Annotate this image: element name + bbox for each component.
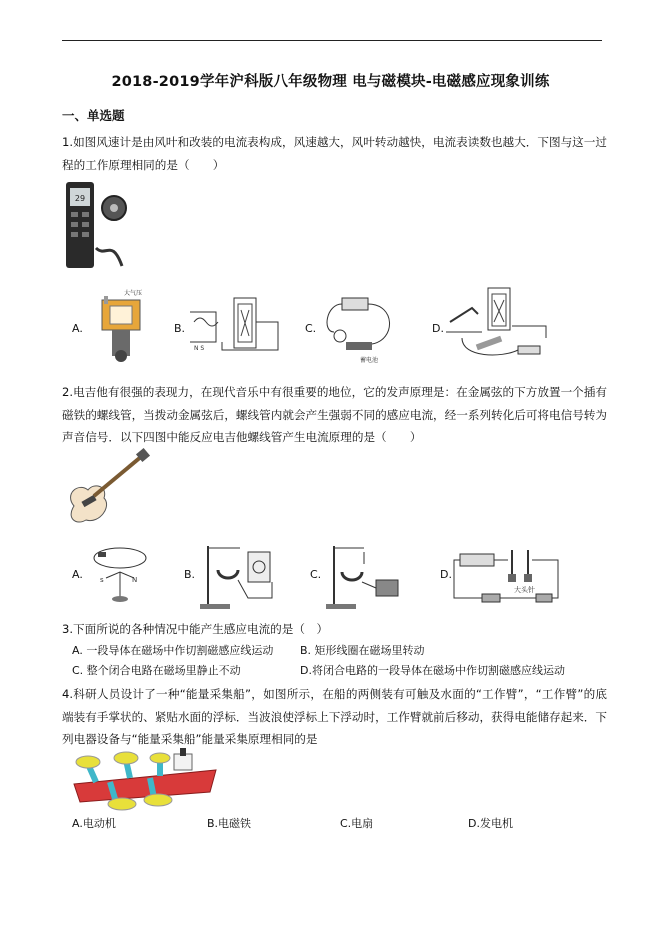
question-4-text: 4.科研人员设计了一种“能量采集船”，如图所示，在船的两侧装有可触及水面的“工作臂”，“工作臂”的底端装有手掌状的、紧贴水面的浮标．当波浪使浮标上下浮动时，工作臂就前后移动，获得电能储存起来．下列电器设备与“能量采集船”能量采集原理相同的是 — [62, 687, 607, 746]
section-heading: 一、单选题 — [62, 108, 125, 123]
anemometer-image — [62, 178, 134, 272]
electric-guitar-image — [64, 448, 154, 528]
q2-option-a-figure — [88, 542, 152, 604]
energy-harvesting-ship-image — [70, 748, 222, 810]
q1-fig-a-caption: 大气压 — [124, 290, 143, 297]
q1-option-c-label[interactable]: C. — [305, 322, 317, 335]
q4-option-b[interactable]: B.电磁铁 — [207, 817, 252, 830]
q3-option-a[interactable]: A. 一段导体在磁场中作切割磁感应线运动 — [72, 644, 274, 657]
svg-text:N: N — [132, 576, 138, 584]
q1-option-a-label[interactable]: A. — [72, 322, 83, 335]
svg-text:s: s — [100, 576, 104, 584]
q2-fig-d-caption: 大头针 — [514, 586, 535, 594]
q4-option-a[interactable]: A.电动机 — [72, 817, 116, 830]
q3-option-b[interactable]: B. 矩形线圈在磁场里转动 — [300, 644, 425, 657]
q2-option-d-figure — [452, 546, 560, 608]
q1-option-c-figure — [316, 292, 402, 364]
question-3-text: 3.下面所说的各种情况中能产生感应电流的是（ ） — [62, 622, 329, 636]
q1-option-d-figure — [442, 282, 550, 364]
q2-option-c-label[interactable]: C. — [310, 568, 322, 581]
q1-option-d-label[interactable]: D. — [432, 322, 444, 335]
question-1-text: 1.如图风速计是由风叶和改装的电流表构成，风速越大，风叶转动越快，电流表读数也越大．下图与这一过程的工作原理相同的是（ ） — [62, 135, 607, 172]
q1-option-a-figure — [82, 286, 154, 364]
q2-option-c-figure — [322, 540, 406, 612]
q3-option-c[interactable]: C. 整个闭合电路在磁场里静止不动 — [72, 664, 241, 677]
q2-option-b-label[interactable]: B. — [184, 568, 196, 581]
q2-option-a-label[interactable]: A. — [72, 568, 83, 581]
page-title: 2018-2019学年沪科版八年级物理 电与磁模块-电磁感应现象训练 — [111, 74, 550, 90]
svg-text:29: 29 — [74, 194, 86, 203]
question-2-text: 2.电吉他有很强的表现力，在现代音乐中有很重要的地位，它的发声原理是：在金属弦的下方放置一个插有磁铁的螺线管，当拨动金属弦后，螺线管内就会产生强弱不同的感应电流，经一系列转化后可将电信号转为声音信号．以下四图中能反应电吉他螺线管产生电流原理的是（ ） — [62, 385, 607, 444]
q1-fig-c-caption: 蓄电池 — [360, 357, 379, 364]
q4-option-c[interactable]: C.电扇 — [340, 817, 374, 830]
q2-option-b-figure — [196, 540, 284, 612]
q2-option-d-label[interactable]: D. — [440, 568, 452, 581]
q4-option-d[interactable]: D.发电机 — [468, 817, 513, 830]
svg-text:N S: N S — [194, 345, 205, 352]
q1-option-b-label[interactable]: B. — [174, 322, 186, 335]
q1-option-b-figure — [186, 292, 286, 358]
header-rule — [62, 40, 602, 41]
q3-option-d[interactable]: D.将闭合电路的一段导体在磁场中作切割磁感应线运动 — [300, 664, 565, 677]
